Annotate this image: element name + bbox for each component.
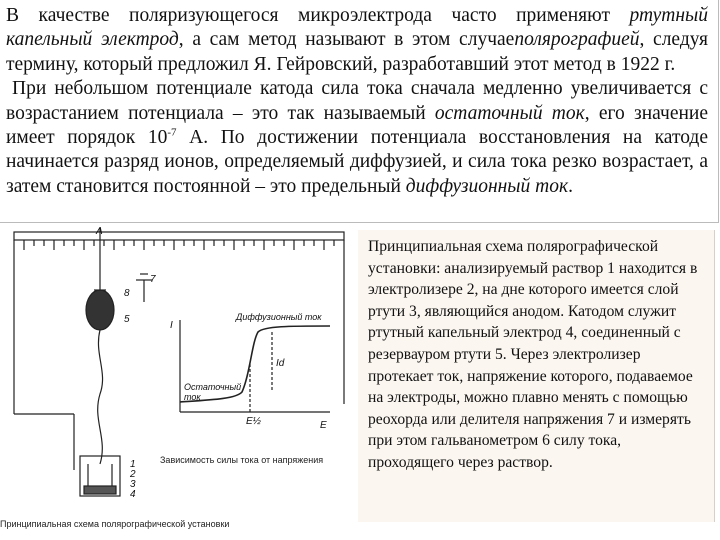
polarograph-diagram [0, 224, 360, 540]
label-num-2: 2 [130, 469, 136, 480]
term-residual-current: остаточный ток [434, 102, 585, 124]
term-mercury-electrode: ртутный капельный электрод [6, 5, 708, 51]
label-num-4: 4 [130, 489, 136, 500]
setup-caption: Принципиальная схема полярографической установки [0, 519, 230, 529]
axis-e-label: E [320, 420, 327, 431]
label-num-1: 1 [130, 459, 136, 470]
e-half-label: E½ [246, 416, 262, 427]
label-diffusion-current: Диффузионный ток [236, 312, 322, 322]
graph-caption: Зависимость силы тока от напряжения [160, 455, 324, 465]
term-diffusion-current: диффузионный ток [405, 175, 569, 197]
label-num-5: 5 [124, 314, 130, 325]
paragraph-polarography: В качестве поляризующегося микроэлектрода часто применяют ртутный капельный электрод, а сам метод называют в этом случаеполярографией, следуя термину, который предложил Я. Гейровский, разработавший этот метод в 1922 г. [6, 5, 708, 75]
capillary-tube [98, 330, 103, 464]
label-num-8: 8 [124, 288, 130, 299]
label-residual-1: Остаточный [184, 382, 242, 392]
ruler-ticks [24, 240, 334, 250]
label-num-7: 7 [150, 274, 156, 285]
caption-box [358, 230, 715, 522]
axis-i-label: I [170, 320, 173, 331]
label-a: A [96, 226, 103, 237]
mercury-reservoir [86, 290, 114, 330]
rheochord-ruler[interactable] [14, 232, 344, 240]
id-label: Id [276, 358, 285, 369]
mercury-layer [84, 486, 116, 494]
exponent: -7 [167, 126, 177, 139]
text-block-top [0, 0, 719, 223]
side-description: Принципиальная схема полярографической установки: анализируемый раствор 1 находится в электролизере 2, на дне которого имеется слой ртути 3, являющийся анодом. Катодом служит ртутный капельный электрод 4, соединенный с резервауром ртути 5. Через электролизер протекает ток, напряжение которого, подаваемое на электроды, можно плавно менять с помощью реохорда или делителя напряжения 7 и измерять при этом гальванометром 6 силу тока, проходящего через раствор. [368, 238, 698, 471]
term-polarography: полярографией [514, 29, 640, 51]
label-residual-2: ток [184, 392, 201, 402]
label-num-3: 3 [130, 479, 136, 490]
paragraph-current: При небольшом потенциале катода сила тока сначала медленно увеличивается с возрастанием потенциала – это так называемый остаточный ток, его значение имеет порядок $10^{-7}$ А. По достижении потенциала восстановления на катоде начинается разряд ионов, определяемый диффузией, и сила тока резко возрастает, а затем становится постоянной – это предельный диффузионный ток. [6, 78, 709, 197]
